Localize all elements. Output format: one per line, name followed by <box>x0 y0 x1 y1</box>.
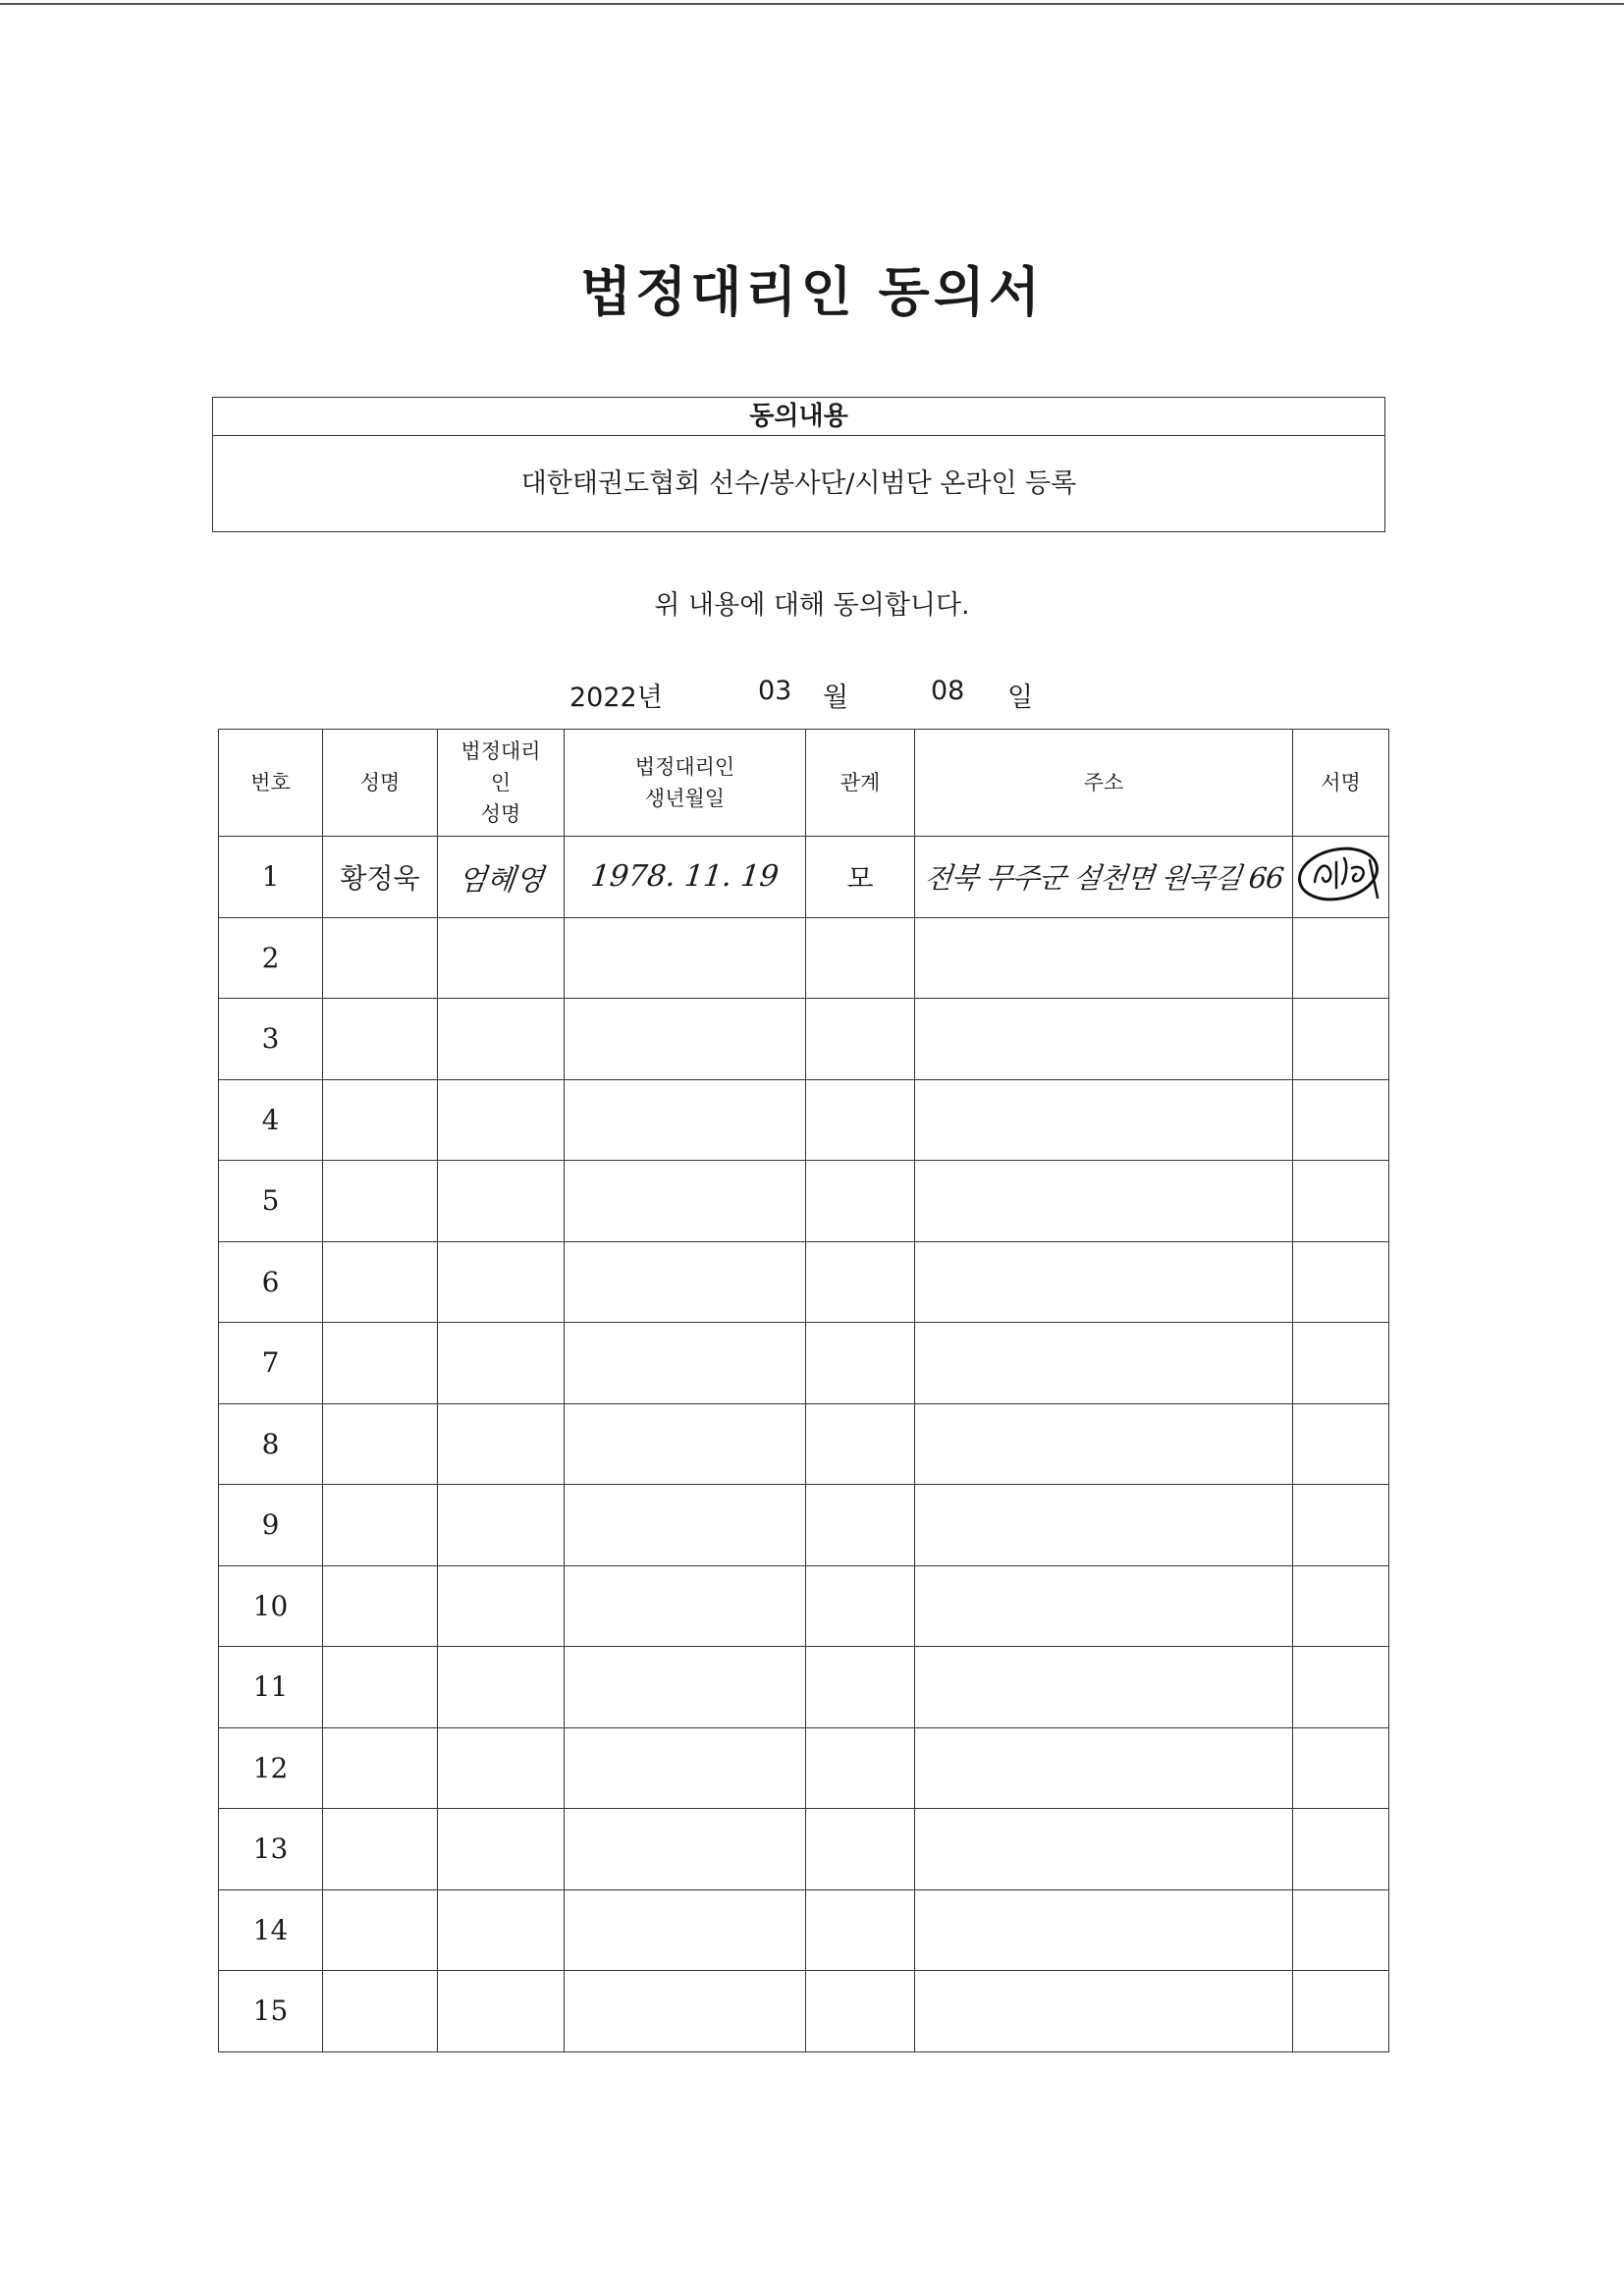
cell-signature <box>1293 1485 1389 1566</box>
cell-guardian-birth <box>565 1161 806 1242</box>
cell-signature <box>1293 1323 1389 1404</box>
cell-guardian-birth <box>565 1403 806 1485</box>
cell-no: 1 <box>219 837 323 918</box>
cell-signature <box>1293 1565 1389 1647</box>
cell-relation <box>806 1565 915 1647</box>
header-relation: 관계 <box>806 730 915 837</box>
cell-guardian-birth <box>565 1323 806 1404</box>
cell-address <box>915 1889 1293 1971</box>
table-row <box>219 917 1389 999</box>
cell-relation <box>806 1403 915 1485</box>
cell-signature <box>1293 837 1389 918</box>
consent-box <box>212 397 1385 532</box>
handwritten-guardian-name: 엄혜영 <box>456 862 545 898</box>
cell-guardian-birth <box>565 1727 806 1809</box>
cell-relation: 모 <box>806 837 915 918</box>
header-guardian-birth-line2: 생년월일 <box>644 787 726 810</box>
handwritten-signature <box>1293 839 1391 907</box>
table-row <box>219 1079 1389 1161</box>
cell-relation <box>806 1485 915 1566</box>
cell-address <box>915 1403 1293 1485</box>
date-month: 03 <box>758 676 792 706</box>
header-guardian-birth-line1: 법정대리인 <box>634 755 735 779</box>
consent-body: 대한태권도협회 선수/봉사단/시범단 온라인 등록 <box>520 468 1077 499</box>
table-row <box>219 1727 1389 1809</box>
table-row <box>219 1161 1389 1242</box>
cell-address <box>915 1809 1293 1890</box>
cell-relation <box>806 1161 915 1242</box>
table-row <box>219 1565 1389 1647</box>
cell-relation <box>806 999 915 1080</box>
cell-address <box>915 1161 1293 1242</box>
cell-name <box>323 1565 438 1647</box>
cell-signature <box>1293 1889 1389 1971</box>
cell-guardian-name <box>438 1971 565 2052</box>
cell-no: 2 <box>219 917 323 999</box>
header-no: 번호 <box>219 730 323 837</box>
cell-name <box>323 1971 438 2052</box>
cell-name <box>323 1809 438 1890</box>
cell-address <box>915 1323 1293 1404</box>
cell-signature <box>1293 1971 1389 2052</box>
scan-top-edge <box>0 3 1624 5</box>
cell-name <box>323 1323 438 1404</box>
cell-no: 12 <box>219 1727 323 1809</box>
cell-guardian-name <box>438 837 565 918</box>
table-row <box>219 1889 1389 1971</box>
cell-relation <box>806 1241 915 1323</box>
header-guardian-name-line1: 법정대리 <box>460 739 541 763</box>
cell-guardian-birth <box>565 999 806 1080</box>
cell-signature <box>1293 1079 1389 1161</box>
table-header-row <box>219 730 1389 837</box>
cell-address <box>915 1241 1293 1323</box>
cell-relation <box>806 1889 915 1971</box>
handwritten-guardian-birth: 1978. 11. 19 <box>589 859 781 895</box>
cell-address <box>915 917 1293 999</box>
cell-guardian-name <box>438 1485 565 1566</box>
agree-statement: 위 내용에 대해 동의합니다. <box>654 590 970 621</box>
cell-no: 5 <box>219 1161 323 1242</box>
cell-guardian-name <box>438 1647 565 1728</box>
cell-no: 6 <box>219 1241 323 1323</box>
cell-no: 15 <box>219 1971 323 2052</box>
table-row <box>219 1403 1389 1485</box>
cell-no: 7 <box>219 1323 323 1404</box>
cell-signature <box>1293 1647 1389 1728</box>
cell-address <box>915 1079 1293 1161</box>
table-row <box>219 1647 1389 1728</box>
cell-guardian-name <box>438 1565 565 1647</box>
cell-no: 4 <box>219 1079 323 1161</box>
cell-signature <box>1293 1727 1389 1809</box>
cell-no: 13 <box>219 1809 323 1890</box>
cell-name <box>323 1647 438 1728</box>
cell-guardian-birth <box>565 1889 806 1971</box>
table-row <box>219 1971 1389 2052</box>
cell-name <box>323 917 438 999</box>
cell-relation <box>806 1323 915 1404</box>
cell-address <box>915 1485 1293 1566</box>
cell-relation <box>806 1809 915 1890</box>
cell-guardian-birth <box>565 1647 806 1728</box>
cell-guardian-birth <box>565 1565 806 1647</box>
cell-no: 8 <box>219 1403 323 1485</box>
cell-guardian-name <box>438 1727 565 1809</box>
table-row <box>219 1241 1389 1323</box>
consent-header: 동의내용 <box>213 398 1384 436</box>
header-signature: 서명 <box>1293 730 1389 837</box>
cell-relation <box>806 1079 915 1161</box>
cell-guardian-birth <box>565 1809 806 1890</box>
cell-no: 11 <box>219 1647 323 1728</box>
cell-guardian-name <box>438 917 565 999</box>
cell-signature <box>1293 1161 1389 1242</box>
cell-relation <box>806 917 915 999</box>
cell-guardian-name <box>438 1241 565 1323</box>
cell-relation <box>806 1971 915 2052</box>
cell-guardian-birth <box>565 1241 806 1323</box>
cell-name <box>323 1727 438 1809</box>
cell-guardian-birth <box>565 1079 806 1161</box>
cell-no: 3 <box>219 999 323 1080</box>
cell-relation <box>806 1647 915 1728</box>
cell-guardian-name <box>438 1161 565 1242</box>
cell-guardian-birth <box>565 917 806 999</box>
cell-guardian-name <box>438 1079 565 1161</box>
handwritten-address: 전북 무주군 설천면 원곡길 66 <box>922 861 1285 896</box>
cell-address <box>915 1727 1293 1809</box>
cell-signature <box>1293 1241 1389 1323</box>
cell-no: 10 <box>219 1565 323 1647</box>
cell-guardian-birth <box>565 837 806 918</box>
cell-guardian-name <box>438 1809 565 1890</box>
cell-guardian-birth <box>565 1485 806 1566</box>
table-row <box>219 837 1389 918</box>
table-row <box>219 1809 1389 1890</box>
cell-address <box>915 999 1293 1080</box>
header-guardian-name-line2: 인 <box>490 771 512 794</box>
page-title: 법정대리인 동의서 <box>579 261 1045 323</box>
table-row <box>219 1485 1389 1566</box>
cell-name <box>323 1485 438 1566</box>
date-month-unit: 월 <box>823 683 849 713</box>
cell-name <box>323 1241 438 1323</box>
cell-name <box>323 1403 438 1485</box>
cell-no: 14 <box>219 1889 323 1971</box>
header-guardian-name-line3: 성명 <box>480 802 521 826</box>
cell-signature <box>1293 1809 1389 1890</box>
header-address: 주소 <box>915 730 1293 837</box>
cell-signature <box>1293 999 1389 1080</box>
table-row <box>219 999 1389 1080</box>
cell-address <box>915 1971 1293 2052</box>
cell-guardian-name <box>438 1889 565 1971</box>
date-day-unit: 일 <box>1007 683 1034 713</box>
cell-name: 황정욱 <box>323 837 438 918</box>
table-row <box>219 1323 1389 1404</box>
cell-name <box>323 1079 438 1161</box>
cell-guardian-name <box>438 999 565 1080</box>
cell-address <box>915 837 1293 918</box>
header-guardian-birth <box>565 730 806 837</box>
cell-signature <box>1293 917 1389 999</box>
cell-guardian-name <box>438 1323 565 1404</box>
cell-relation <box>806 1727 915 1809</box>
cell-guardian-name <box>438 1403 565 1485</box>
header-name: 성명 <box>323 730 438 837</box>
date-day: 08 <box>931 676 965 706</box>
cell-no: 9 <box>219 1485 323 1566</box>
cell-address <box>915 1565 1293 1647</box>
cell-signature <box>1293 1403 1389 1485</box>
header-guardian-name <box>438 730 565 837</box>
registration-table <box>218 729 1389 2052</box>
cell-address <box>915 1647 1293 1728</box>
cell-name <box>323 1161 438 1242</box>
date-year: 2022년 <box>569 683 663 713</box>
cell-guardian-birth <box>565 1971 806 2052</box>
cell-name <box>323 1889 438 1971</box>
cell-name <box>323 999 438 1080</box>
